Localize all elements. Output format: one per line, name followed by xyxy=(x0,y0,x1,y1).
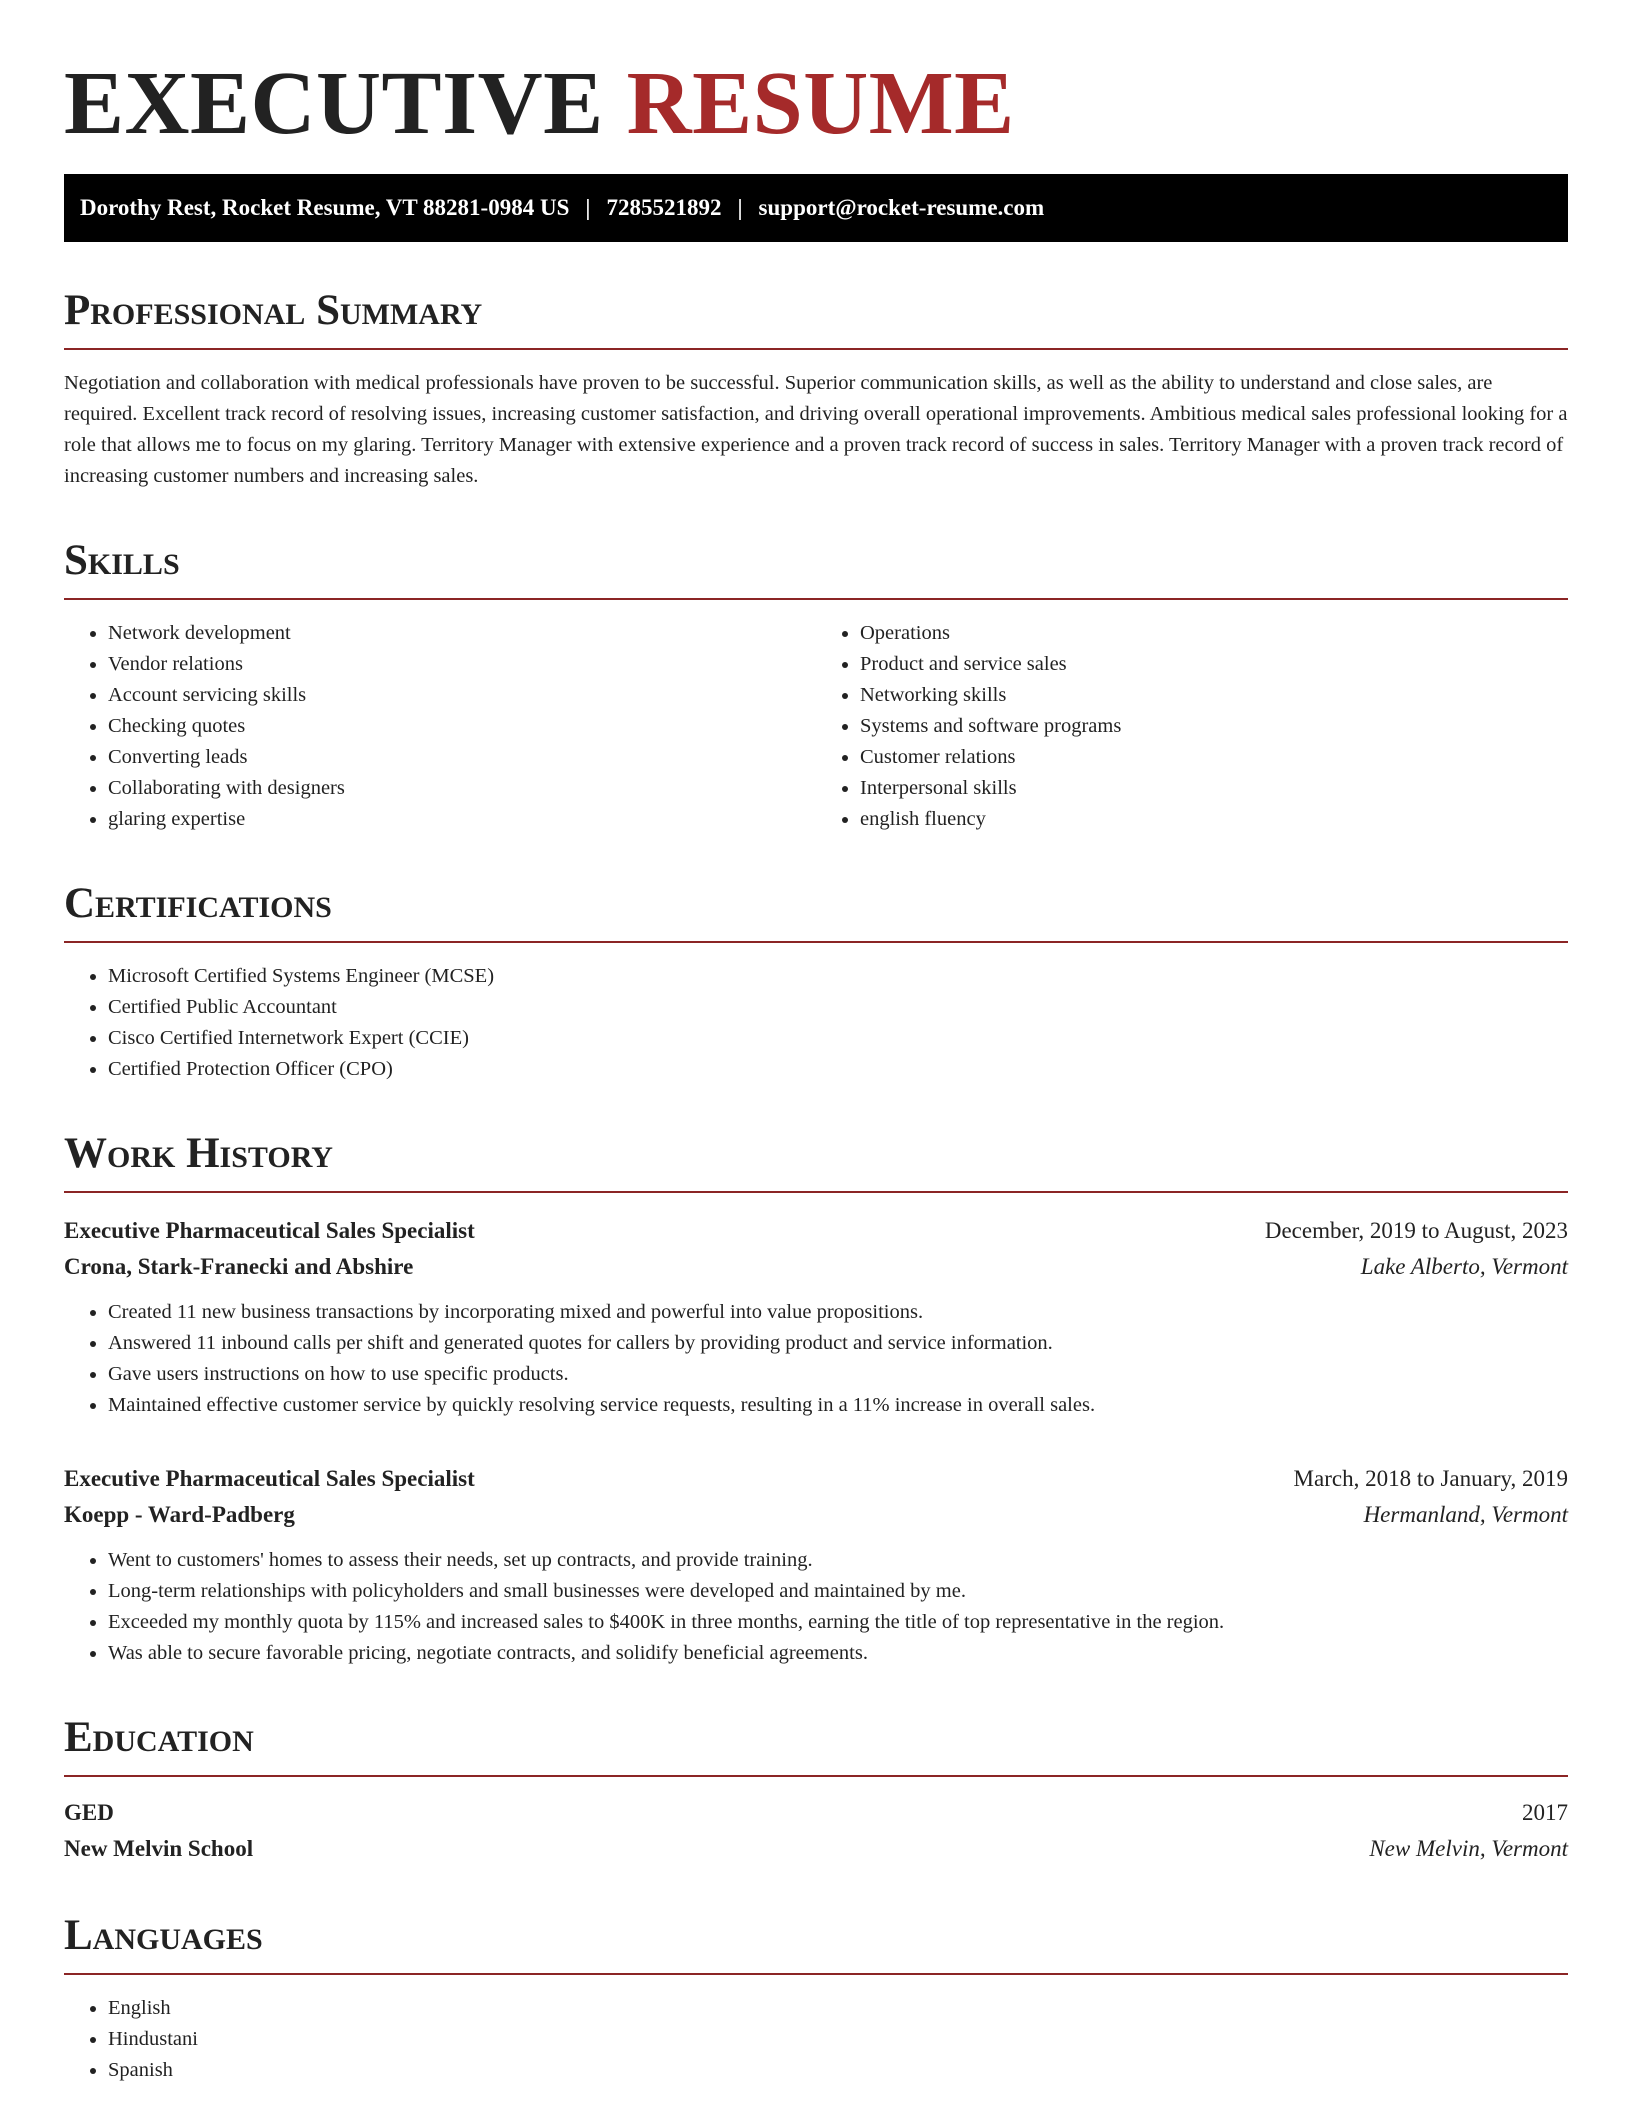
job-duty-item: • Exceeded my monthly quota by 115% and increased sales to $400K in three months, earning the title of top representative in the region. xyxy=(108,1607,1568,1638)
section-work-history xyxy=(64,1129,1568,1669)
page-title xyxy=(64,54,1568,154)
section-divider xyxy=(64,1191,1568,1193)
education-school-row xyxy=(64,1831,1568,1867)
section-languages xyxy=(64,1911,1568,2086)
job-duties-list xyxy=(64,1545,1568,1669)
contact-phone: 7285521892 xyxy=(606,195,722,220)
job-company: Crona, Stark-Franecki and Abshire xyxy=(64,1254,414,1279)
job-dates: December, 2019 to August, 2023 xyxy=(1264,1218,1568,1243)
certification-item: • Microsoft Certified Systems Engineer (MCSE) xyxy=(108,961,1568,992)
skills-list-right xyxy=(816,618,1568,835)
section-heading-work-history: Work History xyxy=(64,1130,333,1177)
skill-item: • Network development xyxy=(108,618,816,649)
section-heading-summary: Professional Summary xyxy=(64,287,483,334)
section-heading-skills: Skills xyxy=(64,537,180,584)
job-company: Koepp - Ward-Padberg xyxy=(64,1502,295,1527)
job-duty-item: • Created 11 new business transactions by incorporating mixed and powerful into value propositions. xyxy=(108,1297,1568,1328)
job-duty-item: • Was able to secure favorable pricing, negotiate contracts, and solidify beneficial agreements. xyxy=(108,1638,1568,1669)
contact-separator: | xyxy=(585,195,591,220)
job-header-row xyxy=(64,1461,1568,1497)
skill-item: • english fluency xyxy=(860,804,1568,835)
education-year: 2017 xyxy=(1522,1800,1568,1825)
section-divider xyxy=(64,1973,1568,1975)
section-divider xyxy=(64,941,1568,943)
skill-item: • Checking quotes xyxy=(108,711,816,742)
education-entry xyxy=(64,1795,1568,1867)
skills-list-left xyxy=(64,618,816,835)
job-header-row xyxy=(64,1213,1568,1249)
skill-item: • Systems and software programs xyxy=(860,711,1568,742)
education-degree: GED xyxy=(64,1800,114,1825)
job-location: Lake Alberto, Vermont xyxy=(1360,1254,1568,1279)
contact-separator: | xyxy=(737,195,743,220)
section-heading-languages: Languages xyxy=(64,1912,263,1959)
skill-item: • Account servicing skills xyxy=(108,680,816,711)
job-duty-item: • Gave users instructions on how to use specific products. xyxy=(108,1359,1568,1390)
section-skills xyxy=(64,536,1568,835)
skill-item: • Customer relations xyxy=(860,742,1568,773)
language-item: • Spanish xyxy=(108,2055,1568,2086)
certification-item: • Cisco Certified Internetwork Expert (CCIE) xyxy=(108,1023,1568,1054)
skill-item: • Converting leads xyxy=(108,742,816,773)
job-company-row xyxy=(64,1497,1568,1533)
job-duty-item: • Long-term relationships with policyholders and small businesses were developed and maintained by me. xyxy=(108,1576,1568,1607)
section-heading-education: Education xyxy=(64,1714,254,1761)
title-part-executive: EXECUTIVE xyxy=(64,54,604,153)
skill-item: • Product and service sales xyxy=(860,649,1568,680)
section-heading-certifications: Certifications xyxy=(64,880,332,927)
job-entry xyxy=(64,1213,1568,1421)
job-dates: March, 2018 to January, 2019 xyxy=(1293,1466,1568,1491)
skill-item: • Vendor relations xyxy=(108,649,816,680)
job-duties-list xyxy=(64,1297,1568,1421)
certification-item: • Certified Protection Officer (CPO) xyxy=(108,1054,1568,1085)
education-school: New Melvin School xyxy=(64,1836,254,1861)
title-part-resume: RESUME xyxy=(626,54,1015,153)
job-location: Hermanland, Vermont xyxy=(1363,1502,1568,1527)
contact-address: Dorothy Rest, Rocket Resume, VT 88281-0984 US xyxy=(80,195,570,220)
certifications-list xyxy=(64,961,1568,1085)
languages-list xyxy=(64,1993,1568,2086)
skill-item: • Interpersonal skills xyxy=(860,773,1568,804)
certification-item: • Certified Public Accountant xyxy=(108,992,1568,1023)
job-duty-item: • Answered 11 inbound calls per shift and generated quotes for callers by providing product and service information. xyxy=(108,1328,1568,1359)
section-divider xyxy=(64,1775,1568,1777)
section-divider xyxy=(64,348,1568,350)
section-certifications xyxy=(64,879,1568,1085)
education-location: New Melvin, Vermont xyxy=(1369,1836,1568,1861)
job-duty-item: • Maintained effective customer service by quickly resolving service requests, resulting in a 11% increase in overall sales. xyxy=(108,1390,1568,1421)
skill-item: • Collaborating with designers xyxy=(108,773,816,804)
language-item: • English xyxy=(108,1993,1568,2024)
contact-bar xyxy=(64,174,1568,242)
section-summary xyxy=(64,286,1568,492)
education-degree-row xyxy=(64,1795,1568,1831)
skills-columns xyxy=(64,600,1568,835)
language-item: • Hindustani xyxy=(108,2024,1568,2055)
skill-item: • Networking skills xyxy=(860,680,1568,711)
job-title: Executive Pharmaceutical Sales Specialist xyxy=(64,1218,475,1243)
summary-text: Negotiation and collaboration with medical professionals have proven to be successful. Superior communication skills, as well as the ability to understand and close sales, are required. Excellent track record of resolving issues, increasing customer satisfaction, and driving overall operational improvements. Ambitious medical sales professional looking for a role that allows me to focus on my glaring. Territory Manager with extensive experience and a proven track record of success in sales. Territory Manager with a proven track record of increasing customer numbers and increasing sales. xyxy=(64,372,1568,487)
contact-email: support@rocket-resume.com xyxy=(758,195,1045,220)
section-education xyxy=(64,1713,1568,1867)
job-title: Executive Pharmaceutical Sales Specialist xyxy=(64,1466,475,1491)
skill-item: • glaring expertise xyxy=(108,804,816,835)
job-company-row xyxy=(64,1249,1568,1285)
skill-item: • Operations xyxy=(860,618,1568,649)
job-duty-item: • Went to customers' homes to assess their needs, set up contracts, and provide training. xyxy=(108,1545,1568,1576)
job-entry xyxy=(64,1461,1568,1669)
